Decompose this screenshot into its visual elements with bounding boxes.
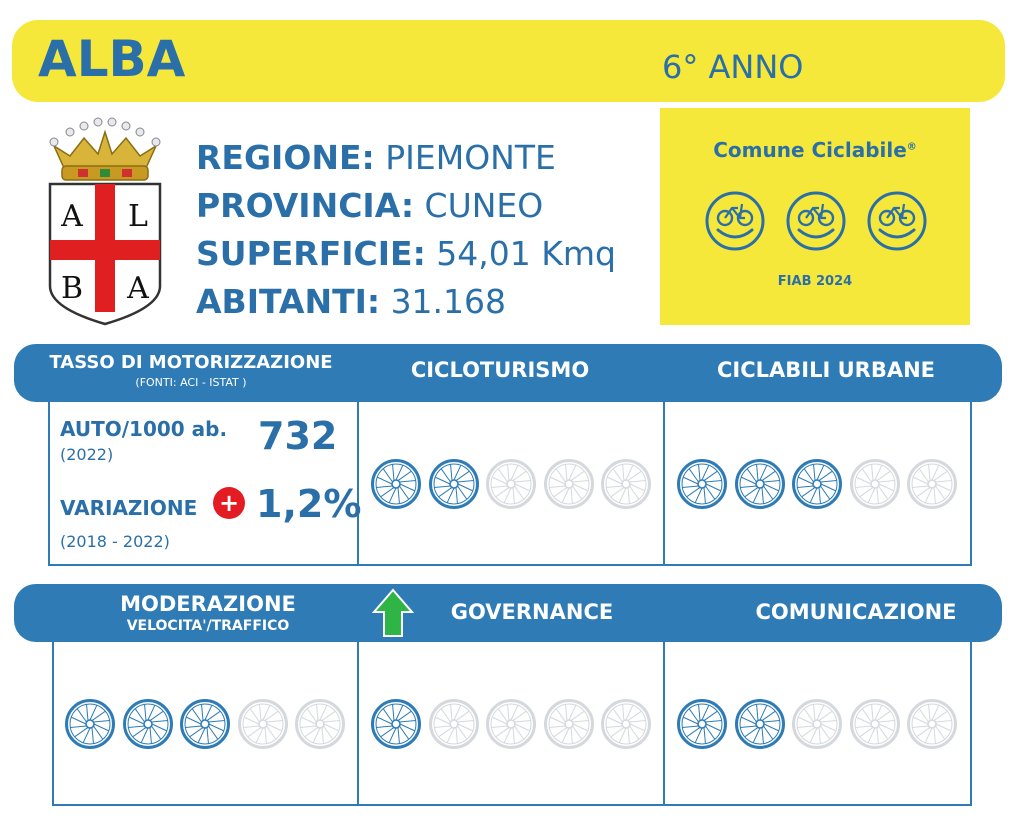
population-value: 31.168 bbox=[390, 282, 507, 321]
city-crest bbox=[40, 116, 170, 328]
moderazione-subtitle: VELOCITA'/TRAFFICO bbox=[126, 618, 290, 634]
variation-label: VARIAZIONE bbox=[60, 496, 198, 520]
title-bar bbox=[12, 20, 1005, 102]
crest-letter: A bbox=[127, 271, 149, 306]
wheel-icon-filled bbox=[64, 698, 116, 750]
auto-label: AUTO/1000 ab. bbox=[60, 417, 228, 441]
panel-2-divider bbox=[663, 642, 665, 806]
wheel-icon-empty bbox=[543, 698, 595, 750]
population-label: ABITANTI: bbox=[196, 282, 381, 321]
wheel-icon-empty bbox=[294, 698, 346, 750]
wheel-icon-empty bbox=[600, 458, 652, 510]
wheel-icon-empty bbox=[428, 698, 480, 750]
crest-letter: A bbox=[61, 199, 83, 234]
ciclabili-urbane-title: CICLABILI URBANE bbox=[717, 358, 935, 382]
city-info bbox=[196, 134, 616, 326]
region-label: REGIONE: bbox=[196, 138, 375, 177]
edition-year: 6° ANNO bbox=[662, 48, 804, 86]
wheel-icon-filled bbox=[370, 698, 422, 750]
area-label: SUPERFICIE: bbox=[196, 234, 426, 273]
motorization-sources: (FONTI: ACI - ISTAT ) bbox=[135, 376, 247, 389]
smiley-bike-icon bbox=[866, 190, 928, 252]
section-bar-2 bbox=[14, 584, 1002, 642]
crown-icon bbox=[50, 118, 160, 180]
section-bar-1 bbox=[14, 344, 1002, 402]
wheel-icon-empty bbox=[485, 698, 537, 750]
wheel-icon-empty bbox=[906, 698, 958, 750]
wheel-icon-filled bbox=[676, 458, 728, 510]
auto-value: 732 bbox=[258, 414, 338, 458]
crest-letter: B bbox=[60, 271, 84, 306]
wheel-icon-filled bbox=[791, 458, 843, 510]
cicloturismo-title: CICLOTURISMO bbox=[410, 358, 590, 382]
smiley-bike-icon bbox=[704, 190, 766, 252]
comune-ciclabile-badge bbox=[660, 108, 970, 325]
badge-footer: FIAB 2024 bbox=[777, 274, 853, 289]
wheel-icon-empty bbox=[906, 458, 958, 510]
variation-sign: + bbox=[218, 489, 240, 517]
governance-title: GOVERNANCE bbox=[450, 600, 614, 624]
wheel-icon-filled bbox=[179, 698, 231, 750]
moderazione-title: MODERAZIONE bbox=[120, 592, 296, 616]
plus-icon bbox=[212, 486, 246, 520]
wheel-icon-empty bbox=[485, 458, 537, 510]
wheel-icon-filled bbox=[676, 698, 728, 750]
wheel-icon-empty bbox=[237, 698, 289, 750]
variation-value: 1,2% bbox=[256, 482, 362, 526]
trend-up-arrow-icon bbox=[372, 588, 414, 638]
wheel-icon-empty bbox=[849, 698, 901, 750]
crest-letter: L bbox=[128, 199, 148, 234]
registered-mark: ® bbox=[906, 141, 917, 153]
panel-1-divider bbox=[663, 402, 665, 566]
city-name: ALBA bbox=[38, 30, 186, 88]
area-row bbox=[196, 230, 616, 278]
wheel-icon-filled bbox=[370, 458, 422, 510]
province-value: CUNEO bbox=[424, 186, 544, 225]
variation-period: (2018 - 2022) bbox=[60, 532, 170, 551]
population-row bbox=[196, 278, 616, 326]
badge-title bbox=[660, 138, 970, 162]
smiley-bike-icon bbox=[785, 190, 847, 252]
wheel-icon-filled bbox=[734, 458, 786, 510]
wheel-icon-filled bbox=[122, 698, 174, 750]
wheel-icon-empty bbox=[600, 698, 652, 750]
wheel-icon-filled bbox=[734, 698, 786, 750]
region-row bbox=[196, 134, 616, 182]
wheel-icon-empty bbox=[543, 458, 595, 510]
province-row bbox=[196, 182, 616, 230]
motorization-title: TASSO DI MOTORIZZAZIONE bbox=[49, 352, 333, 373]
comunicazione-title: COMUNICAZIONE bbox=[755, 600, 957, 624]
wheel-icon-empty bbox=[791, 698, 843, 750]
wheel-icon-empty bbox=[849, 458, 901, 510]
auto-year: (2022) bbox=[60, 445, 114, 464]
wheel-icon-filled bbox=[428, 458, 480, 510]
area-value: 54,01 Kmq bbox=[436, 234, 616, 273]
panel-2-divider bbox=[357, 642, 359, 806]
province-label: PROVINCIA: bbox=[196, 186, 415, 225]
region-value: PIEMONTE bbox=[385, 138, 556, 177]
badge-title-text: Comune Ciclabile bbox=[713, 138, 907, 162]
